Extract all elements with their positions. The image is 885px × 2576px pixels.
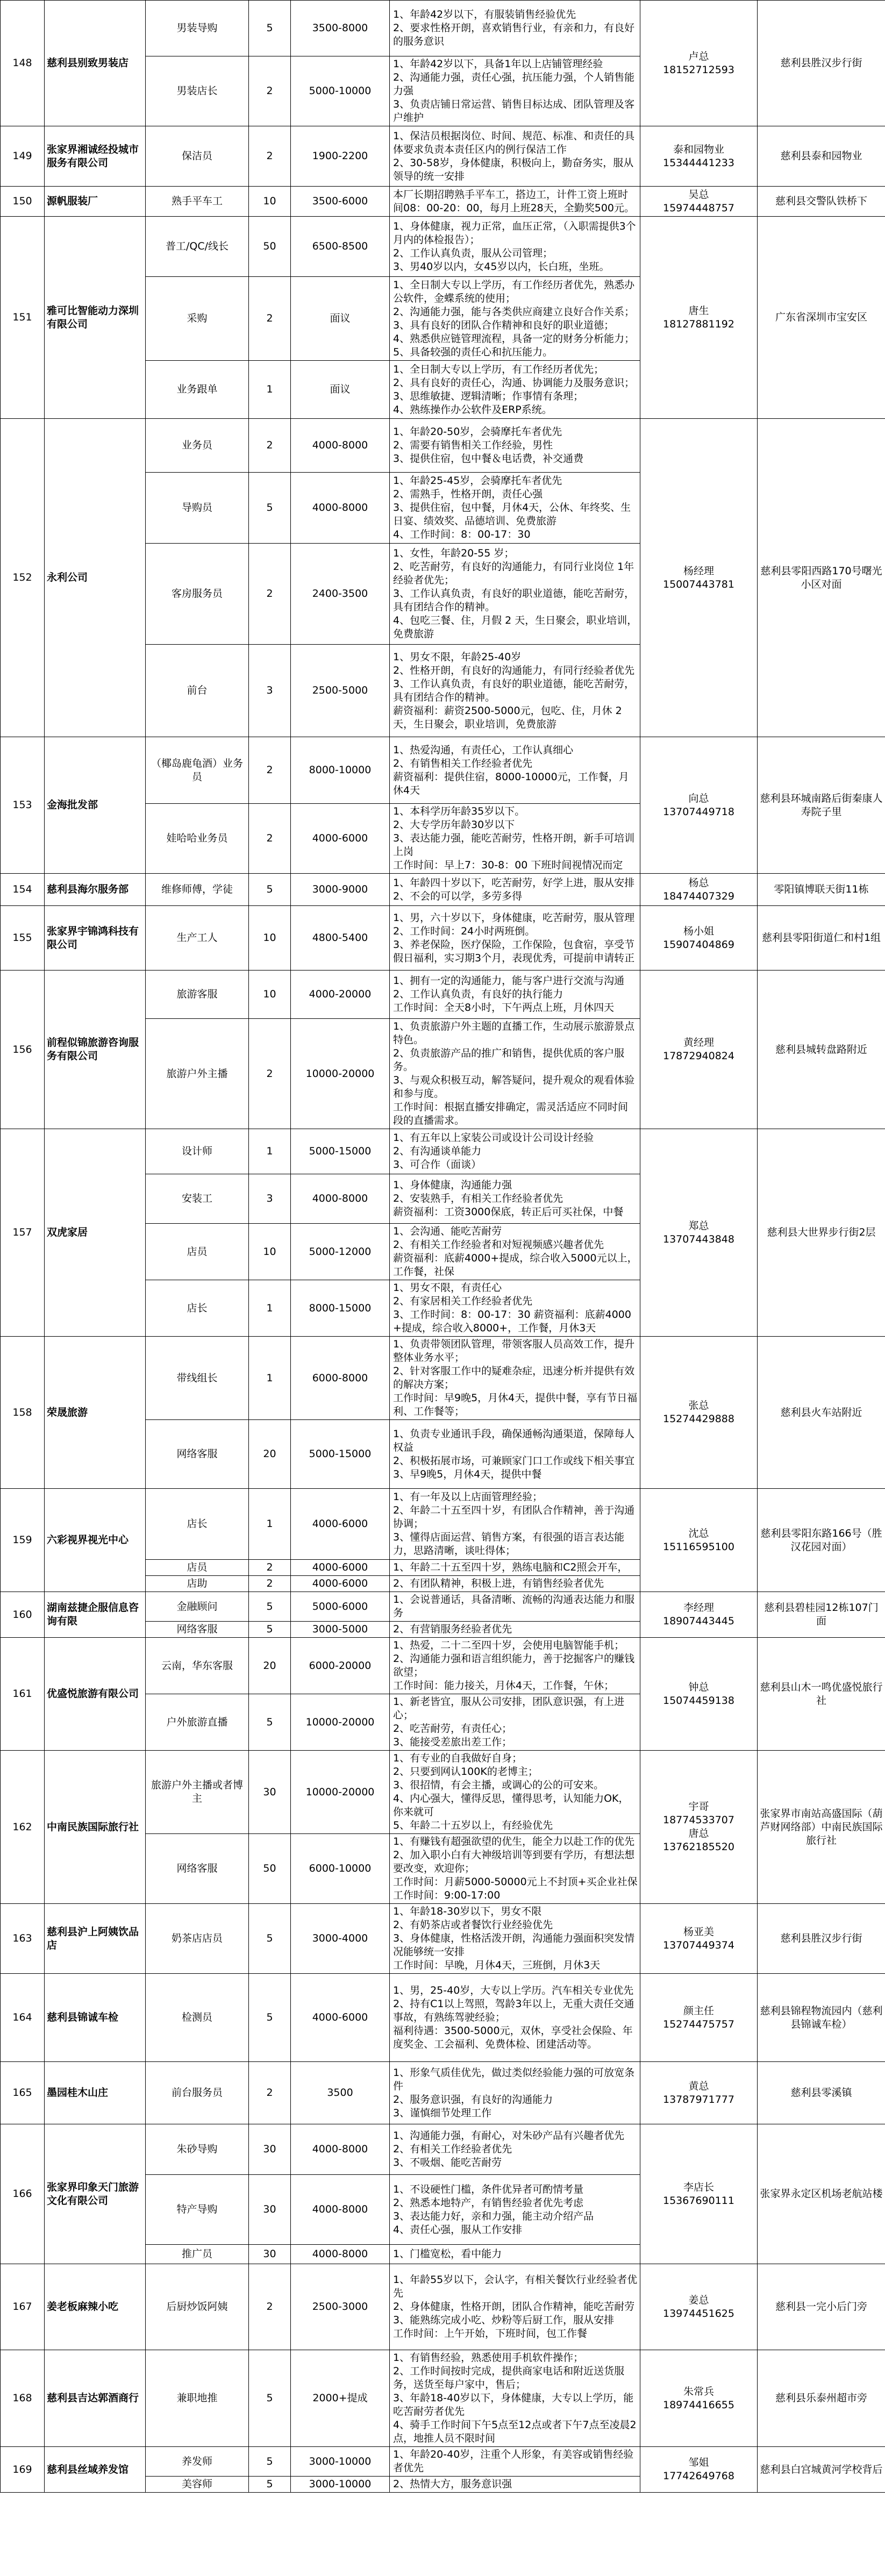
work-address: 慈利县白宫城黄河学校背后 <box>758 2447 885 2493</box>
job-title: 朱砂导购 <box>146 2124 249 2175</box>
row-number: 158 <box>1 1337 45 1489</box>
contact-info: 郑总 13707443848 <box>640 1129 758 1337</box>
contact-info: 杨小姐 15907404869 <box>640 906 758 971</box>
row-number: 149 <box>1 126 45 187</box>
job-requirements: 1、拥有一定的沟通能力，能与客户进行交流与沟通 2、工作认真负责，有良好的执行能力 工作时间：全天8小时，下午两点上班，月休四天 <box>390 971 640 1019</box>
contact-info: 泰和园物业 15344441233 <box>640 126 758 187</box>
salary-range: 3000-5000 <box>291 1622 390 1638</box>
company-name: 张家界宇锦鸿科技有限公司 <box>45 906 146 971</box>
row-number: 148 <box>1 1 45 126</box>
table-row <box>1 2350 885 2447</box>
headcount: 2 <box>249 56 291 126</box>
company-name: 双虎家居 <box>45 1129 146 1337</box>
job-requirements: 1、年龄42岁以下，具备1年以上店铺管理经验 2、沟通能力强，责任心强，抗压能力强，个人销售能力强 3、负责店铺日常运营、销售目标达成、团队管理及客户维护 <box>390 56 640 126</box>
job-requirements: 1、有五年以上家装公司或设计公司设计经验 2、有沟通谈单能力 3、可合作（面谈） <box>390 1129 640 1174</box>
work-address: 慈利县泰和园物业 <box>758 126 885 187</box>
job-requirements: 1、年龄二十五至四十岁，熟练电脑和C2照会开车， <box>390 1560 640 1576</box>
headcount: 5 <box>249 1 291 56</box>
job-title: 前台 <box>146 645 249 737</box>
job-requirements: 1、形象气质佳优先，做过类似经验能力强的可放宽条件 2、服务意识强，有良好的沟通能力 3、谨慎细节处理工作 <box>390 2062 640 2124</box>
headcount: 2 <box>249 419 291 473</box>
work-address: 慈利县零溪镇 <box>758 2062 885 2124</box>
job-requirements: 1、全日制大专以上学历，有工作经历者优先； 2、具有良好的责任心，沟通、协调能力及服务意识； 3、思维敏捷、逻辑清晰；作事情有条理； 4、熟练操作办公软件及ERP系统。 <box>390 361 640 419</box>
job-title: 生产工人 <box>146 906 249 971</box>
row-number: 157 <box>1 1129 45 1337</box>
table-row <box>1 1489 885 1560</box>
headcount: 5 <box>249 1694 291 1751</box>
company-name: 张家界印象天门旅游文化有限公司 <box>45 2124 146 2264</box>
headcount: 5 <box>249 1622 291 1638</box>
job-requirements: 2、热情大方，服务意识强 <box>390 2477 640 2493</box>
headcount: 10 <box>249 906 291 971</box>
row-number: 161 <box>1 1638 45 1751</box>
headcount: 2 <box>249 1560 291 1576</box>
headcount: 50 <box>249 217 291 277</box>
headcount: 5 <box>249 1592 291 1622</box>
contact-info: 向总 13707449718 <box>640 737 758 874</box>
contact-info: 黄经理 17872940824 <box>640 971 758 1129</box>
company-name: 张家界湘诚经投城市服务有限公司 <box>45 126 146 187</box>
contact-info: 李经理 18907443445 <box>640 1592 758 1638</box>
headcount: 1 <box>249 1129 291 1174</box>
contact-info: 杨总 18474407329 <box>640 874 758 906</box>
row-number: 168 <box>1 2350 45 2447</box>
salary-range: 3500 <box>291 2062 390 2124</box>
headcount: 30 <box>249 2175 291 2245</box>
row-number: 165 <box>1 2062 45 2124</box>
salary-range: 6000-20000 <box>291 1638 390 1694</box>
job-title: 奶茶店店员 <box>146 1904 249 1974</box>
row-number: 167 <box>1 2264 45 2350</box>
job-requirements: 1、保洁员根据岗位、时间、规范、标准、和责任的具体要求负责本责任区内的例行保洁工作 2、30-58岁，身体健康，积极向上，勤奋务实，服从领导的统一安排 <box>390 126 640 187</box>
salary-range: 5000-10000 <box>291 56 390 126</box>
job-requirements: 1、男，25-40岁，大专以上学历。汽车相关专业优先 2、持有C1以上驾照，驾龄3年以上，无重大责任交通事故，有熟练驾驶经验； 福利待遇：3500-5000元，双休，享受社会保险、年度奖金、工会福利、免费体检、团建活动等。 <box>390 1974 640 2062</box>
job-requirements: 1、热爱，二十二至四十岁，会使用电脑智能手机； 2、沟通能力强和语言组织能力，善于挖掘客户的赚钱欲望； 工作时间：能力接关，月休4天，工作餐，午休； <box>390 1638 640 1694</box>
job-title: 养发师 <box>146 2447 249 2477</box>
job-requirements: 1、年龄25-45岁，会骑摩托车者优先 2、需熟手，性格开朗，责任心强 3、提供住宿，包中餐，月休4天，公休、年终奖、生日宴、绩效奖、品德培训、免费旅游 4、工作时间：8：00-17：30 <box>390 473 640 544</box>
headcount: 2 <box>249 737 291 804</box>
company-name: 姜老板麻辣小吃 <box>45 2264 146 2350</box>
job-requirements: 1、沟通能力强，有耐心，对朱砂产品有兴趣者优先 2、有相关工作经验者优先 3、不吸烟、能吃苦耐劳 <box>390 2124 640 2175</box>
job-title: 云南，华东客服 <box>146 1638 249 1694</box>
job-title: 店员 <box>146 1224 249 1280</box>
work-address: 慈利县胜汉步行街 <box>758 1 885 126</box>
salary-range: 4000-6000 <box>291 1560 390 1576</box>
work-address: 慈利县山木一鸣优盛悦旅行社 <box>758 1638 885 1751</box>
headcount: 3 <box>249 1174 291 1224</box>
job-title: 熟手平车工 <box>146 187 249 217</box>
job-requirements: 2、有营销服务经验者优先 <box>390 1622 640 1638</box>
row-number: 154 <box>1 874 45 906</box>
headcount: 2 <box>249 1576 291 1592</box>
headcount: 2 <box>249 277 291 361</box>
work-address: 广东省深圳市宝安区 <box>758 217 885 419</box>
work-address: 零阳镇博联天街11栋 <box>758 874 885 906</box>
headcount: 20 <box>249 1638 291 1694</box>
company-name: 优盛悦旅游有限公司 <box>45 1638 146 1751</box>
job-title: 兼职地推 <box>146 2350 249 2447</box>
headcount: 2 <box>249 126 291 187</box>
job-requirements: 1、身体健康，沟通能力强 2、安装熟手，有相关工作经验者优先 薪资福利：工资3000保底，转正后可买社保，中餐 <box>390 1174 640 1224</box>
contact-info: 张总 15274429888 <box>640 1337 758 1489</box>
table-row <box>1 126 885 187</box>
headcount: 5 <box>249 1904 291 1974</box>
row-number: 152 <box>1 419 45 737</box>
work-address: 张家界市南站高盛国际（葫芦财网络部）中南民族国际旅行社 <box>758 1751 885 1904</box>
headcount: 5 <box>249 1974 291 2062</box>
salary-range: 8000-15000 <box>291 1280 390 1337</box>
job-title: 户外旅游直播 <box>146 1694 249 1751</box>
headcount: 2 <box>249 2062 291 2124</box>
job-requirements: 1、男女不限，有责任心 2、有家居相关工作经验者优先 3、工作时间：8：00-17：30 薪资福利：底薪4000+提成，综合收入8000+，工作餐，月休3天 <box>390 1280 640 1337</box>
row-number: 151 <box>1 217 45 419</box>
company-name: 慈利县吉达郭酒商行 <box>45 2350 146 2447</box>
contact-info: 李店长 15367690111 <box>640 2124 758 2264</box>
job-title: 后厨炒饭阿姨 <box>146 2264 249 2350</box>
contact-info: 沈总 15116595100 <box>640 1489 758 1592</box>
headcount: 30 <box>249 2245 291 2264</box>
work-address: 慈利县零阳西路170号曙光小区对面 <box>758 419 885 737</box>
job-title: 安装工 <box>146 1174 249 1224</box>
row-number: 166 <box>1 2124 45 2264</box>
headcount: 5 <box>249 2477 291 2493</box>
company-name: 六彩视界视光中心 <box>45 1489 146 1592</box>
company-name: 荣晟旅游 <box>45 1337 146 1489</box>
salary-range: 3500-8000 <box>291 1 390 56</box>
table-row <box>1 1638 885 1694</box>
company-name: 慈利县别致男装店 <box>45 1 146 126</box>
salary-range: 3000-4000 <box>291 1904 390 1974</box>
contact-info: 杨经理 15007443781 <box>640 419 758 737</box>
job-title: 男装导购 <box>146 1 249 56</box>
row-number: 156 <box>1 971 45 1129</box>
job-requirements: 1、女性，年龄20-55 岁； 2、吃苦耐劳，有良好的沟通能力，有同行业岗位 1年经验者优先； 3、工作认真负责，有良好的职业道德，能吃苦耐劳，具有团结合作的精神。 4、包吃三餐、住，月假 2 天，生日聚会，职业培训，免费旅游 <box>390 544 640 645</box>
salary-range: 4000-6000 <box>291 1489 390 1560</box>
table-row <box>1 217 885 277</box>
work-address: 慈利县乐泰州超市旁 <box>758 2350 885 2447</box>
job-title: 金融顾问 <box>146 1592 249 1622</box>
table-row <box>1 1129 885 1174</box>
table-row <box>1 187 885 217</box>
headcount: 10 <box>249 187 291 217</box>
job-requirements: 1、年龄20-40岁，注重个人形象，有美容或销售经验者优先 <box>390 2447 640 2477</box>
job-requirements: 1、会说普通话，具备清晰、流畅的沟通表达能力和服务 <box>390 1592 640 1622</box>
work-address: 慈利县一完小后门旁 <box>758 2264 885 2350</box>
salary-range: 4000-20000 <box>291 971 390 1019</box>
salary-range: 6500-8500 <box>291 217 390 277</box>
job-requirements: 1、男女不限，年龄25-40岁 2、性格开朗，有良好的沟通能力，有同行经验者优先 3、工作认真负责，有良好的职业道德，能吃苦耐劳，具有团结合作的精神。 薪资福利：薪资2500-5000元，包吃、住，月休 2 天，生日聚会，职业培训，免费旅游 <box>390 645 640 737</box>
job-title: 客房服务员 <box>146 544 249 645</box>
company-name: 慈利县锦诚车检 <box>45 1974 146 2062</box>
table-row <box>1 1337 885 1420</box>
headcount: 1 <box>249 1337 291 1420</box>
contact-info: 姜总 13974451625 <box>640 2264 758 2350</box>
company-name: 源帆服装厂 <box>45 187 146 217</box>
job-title: 旅游客服 <box>146 971 249 1019</box>
table-row <box>1 1974 885 2062</box>
headcount: 2 <box>249 1019 291 1129</box>
table-row <box>1 1904 885 1974</box>
job-title: 娃哈哈业务员 <box>146 804 249 874</box>
job-title: 普工/QC/线长 <box>146 217 249 277</box>
job-requirements: 1、年龄20-50岁，会骑摩托车者优先 2、需要有销售相关工作经验，男性 3、提供住宿，包中餐＆电话费，补交通费 <box>390 419 640 473</box>
salary-range: 3000-9000 <box>291 874 390 906</box>
headcount: 30 <box>249 2124 291 2175</box>
salary-range: 4000-6000 <box>291 1974 390 2062</box>
job-title: 前台服务员 <box>146 2062 249 2124</box>
table-row <box>1 1592 885 1622</box>
salary-range: 5000-15000 <box>291 1129 390 1174</box>
job-requirements: 1、有赚钱有超强欲望的优生，能全力以赴工作的优先 2、加入职小白有大神级培训等到要有学历，有想法想要改变，欢迎你； 工作时间：月薪5000-50000元上不封顶+买企业社保 工作时间：9:00-17:00 <box>390 1834 640 1904</box>
job-requirements: 1、负责带领团队管理，带领客服人员高效工作，提升整体业务水平； 2、针对客服工作中的疑难杂症，迅速分析并提供有效的解决方案； 工作时间：早9晚5，月休4天，提供中餐，享有节日福利、工作餐等； <box>390 1337 640 1420</box>
headcount: 1 <box>249 361 291 419</box>
job-requirements: 1、不设硬性门槛，条件优异者可酌情考量 2、熟悉本地特产，有销售经验者优先考虑 3、表达能力好，亲和力强，能主动介绍产品 4、责任心强，服从工作安排 <box>390 2175 640 2245</box>
row-number: 164 <box>1 1974 45 2062</box>
salary-range: 2500-5000 <box>291 645 390 737</box>
contact-info: 颜主任 15274475757 <box>640 1974 758 2062</box>
job-requirements: 1、身体健康，视力正常，血压正常，（入职需提供3个月内的体检报告）； 2、工作认真负责，服从公司管理； 3、男40岁以内，女45岁以内，长白班，坐班。 <box>390 217 640 277</box>
salary-range: 4000-8000 <box>291 2245 390 2264</box>
salary-range: 2500-3000 <box>291 2264 390 2350</box>
contact-info: 杨亚美 13707449374 <box>640 1904 758 1974</box>
row-number: 150 <box>1 187 45 217</box>
job-title: 业务员 <box>146 419 249 473</box>
headcount: 2 <box>249 804 291 874</box>
salary-range: 1900-2200 <box>291 126 390 187</box>
work-address: 慈利县零阳街道仁和村1组 <box>758 906 885 971</box>
salary-range: 面议 <box>291 361 390 419</box>
headcount: 5 <box>249 874 291 906</box>
company-name: 前程似锦旅游咨询服务有限公司 <box>45 971 146 1129</box>
work-address: 慈利县交警队铁桥下 <box>758 187 885 217</box>
headcount: 2 <box>249 544 291 645</box>
work-address: 慈利县城转盘路附近 <box>758 971 885 1129</box>
table-row <box>1 2264 885 2350</box>
table-row <box>1 2447 885 2477</box>
salary-range: 5000-15000 <box>291 1420 390 1489</box>
company-name: 永利公司 <box>45 419 146 737</box>
salary-range: 4800-5400 <box>291 906 390 971</box>
job-title: 设计师 <box>146 1129 249 1174</box>
row-number: 169 <box>1 2447 45 2493</box>
job-requirements: 1、本科学历年龄35岁以下。 2、大专学历年龄30岁以下 3、表达能力强，能吃苦耐劳，性格开朗，新手可培训上岗 工作时间：早上7：30-8：00 下班时间视情况而定 <box>390 804 640 874</box>
job-requirements: 本厂长期招聘熟手平车工，搭边工，计件工资上班时间08：00-20：00，每月上班28天，全勤奖500元。 <box>390 187 640 217</box>
contact-info: 卢总 18152712593 <box>640 1 758 126</box>
salary-range: 10000-20000 <box>291 1751 390 1834</box>
salary-range: 6000-10000 <box>291 1834 390 1904</box>
salary-range: 3000-10000 <box>291 2477 390 2493</box>
work-address: 慈利县火车站附近 <box>758 1337 885 1489</box>
job-title: 推广员 <box>146 2245 249 2264</box>
headcount: 20 <box>249 1420 291 1489</box>
salary-range: 4000-6000 <box>291 1576 390 1592</box>
job-title: 男装店长 <box>146 56 249 126</box>
job-requirements: 1、年龄四十岁以下，吃苦耐劳，好学上进，服从安排 2、不会的可以学，多劳多得 <box>390 874 640 906</box>
contact-info: 钟总 15074459138 <box>640 1638 758 1751</box>
table-row <box>1 2062 885 2124</box>
company-name: 中南民族国际旅行社 <box>45 1751 146 1904</box>
salary-range: 5000-12000 <box>291 1224 390 1280</box>
job-requirements: 2、有团队精神，积极上进，有销售经验者优先 <box>390 1576 640 1592</box>
job-requirements: 1、有一年及以上店面管理经验； 2、年龄二十五至四十岁，有团队合作精神，善于沟通协调； 3、懂得店面运营、销售方案，有很强的语言表达能力，思路清晰，谈吐得体； <box>390 1489 640 1560</box>
job-requirements: 1、男，六十岁以下，身体健康，吃苦耐劳，服从管理 2、工作时间：24小时两班倒。 3、养老保险，医疗保险，工作保险，包食宿，享受节假日福利，实习期3个月，表现优秀，可提前申请转正 <box>390 906 640 971</box>
job-title: 维修师傅，学徒 <box>146 874 249 906</box>
row-number: 155 <box>1 906 45 971</box>
company-name: 慈利县海尔服务部 <box>45 874 146 906</box>
salary-range: 4000-6000 <box>291 804 390 874</box>
work-address: 慈利县锦程物流园内（慈利县锦诚车检） <box>758 1974 885 2062</box>
job-listing-body <box>1 1 885 2493</box>
work-address: 张家界永定区机场老航站楼 <box>758 2124 885 2264</box>
salary-range: 3500-6000 <box>291 187 390 217</box>
job-title: 旅游户外主播或者博主 <box>146 1751 249 1834</box>
company-name: 慈利县丝域养发馆 <box>45 2447 146 2493</box>
job-requirements: 1、年龄55岁以下，会认字，有相关餐饮行业经验者优先 2、身体健康，性格开朗，团队合作精神，能吃苦耐劳 3、能熟练完成小吃、炒粉等后厨工作，服从安排 工作时间：上午开始，下班时间，包工作餐 <box>390 2264 640 2350</box>
salary-range: 4000-8000 <box>291 2175 390 2245</box>
job-title: 带线组长 <box>146 1337 249 1420</box>
headcount: 5 <box>249 473 291 544</box>
work-address: 慈利县碧桂园12栋107门面 <box>758 1592 885 1638</box>
work-address: 慈利县胜汉步行街 <box>758 1904 885 1974</box>
company-name: 湖南兹捷企服信息咨询有限 <box>45 1592 146 1638</box>
headcount: 5 <box>249 2447 291 2477</box>
salary-range: 10000-20000 <box>291 1019 390 1129</box>
row-number: 162 <box>1 1751 45 1904</box>
row-number: 153 <box>1 737 45 874</box>
company-name: 慈利县沪上阿姨饮品店 <box>45 1904 146 1974</box>
salary-range: 6000-8000 <box>291 1337 390 1420</box>
table-row <box>1 737 885 804</box>
job-requirements: 1、负责旅游户外主题的直播工作，生动展示旅游景点特色。 2、负责旅游产品的推广和销售，提供优质的客户服务。 3、与观众积极互动，解答疑问，提升观众的观看体验和参与度。 工作时间：根据直播安排确定，需灵活适应不同时间段的直播需求。 <box>390 1019 640 1129</box>
salary-range: 4000-8000 <box>291 419 390 473</box>
company-name: 雅可比智能动力深圳有限公司 <box>45 217 146 419</box>
work-address: 慈利县环城南路后街秦康人寿院子里 <box>758 737 885 874</box>
contact-info: 黄总 13787971777 <box>640 2062 758 2124</box>
headcount: 5 <box>249 2350 291 2447</box>
job-title: 店长 <box>146 1489 249 1560</box>
job-requirements: 1、门槛宽松，看中能力 <box>390 2245 640 2264</box>
salary-range: 面议 <box>291 277 390 361</box>
table-row <box>1 419 885 473</box>
headcount: 1 <box>249 1280 291 1337</box>
job-requirements: 1、负责专业通讯手段，确保通畅沟通渠道，保障每人权益 2、积极拓展市场，可兼顾家门口工作或线下相关事宜 3、早9晚5，月休4天，提供中餐 <box>390 1420 640 1489</box>
job-title: 采购 <box>146 277 249 361</box>
job-requirements: 1、有专业的自我做好自身； 2、只要到网认100K的老博主； 3、很招情，有会主播，或调心的公的可安来。 4、内心强大，懂得反思，懂得思考，认知能力OK，你来就可 5、年龄二十五岁以上，有经验优先 <box>390 1751 640 1834</box>
job-title: 保洁员 <box>146 126 249 187</box>
salary-range: 10000-20000 <box>291 1694 390 1751</box>
salary-range: 4000-8000 <box>291 2124 390 2175</box>
job-title: 美容师 <box>146 2477 249 2493</box>
salary-range: 8000-10000 <box>291 737 390 804</box>
headcount: 50 <box>249 1834 291 1904</box>
job-title: 特产导购 <box>146 2175 249 2245</box>
work-address: 慈利县大世界步行街2层 <box>758 1129 885 1337</box>
job-title: 网络客服 <box>146 1834 249 1904</box>
job-requirements: 1、年龄18-30岁以下，男女不限 2、有奶茶店或者餐饮行业经验优先 3、身体健康，性格活泼开朗，沟通能力强面积突发情况能够统一安排 工作时间：早晚，月休4天，三班倒，月休3天 <box>390 1904 640 1974</box>
table-row <box>1 906 885 971</box>
headcount: 30 <box>249 1751 291 1834</box>
table-row <box>1 1 885 56</box>
job-requirements: 1、全日制大专以上学历，有工作经历者优先，熟悉办公软件，金蝶系统的使用； 2、沟通能力强，能与各类供应商建立良好合作关系； 3、具有良好的团队合作精神和良好的职业道德； 4、熟悉供应链管理流程，具备一定的财务分析能力； 5、具备较强的责任心和抗压能力。 <box>390 277 640 361</box>
job-title: 店助 <box>146 1576 249 1592</box>
salary-range: 2000+提成 <box>291 2350 390 2447</box>
headcount: 10 <box>249 971 291 1019</box>
work-address: 慈利县零阳东路166号（胜汉花园对面） <box>758 1489 885 1592</box>
table-row <box>1 2124 885 2175</box>
company-name: 金海批发部 <box>45 737 146 874</box>
job-title: 业务跟单 <box>146 361 249 419</box>
job-title: （椰岛鹿龟酒）业务员 <box>146 737 249 804</box>
salary-range: 2400-3500 <box>291 544 390 645</box>
salary-range: 3000-10000 <box>291 2447 390 2477</box>
company-name: 墨园桂木山庄 <box>45 2062 146 2124</box>
job-requirements: 1、有销售经验，熟悉使用手机软件操作； 2、工作时间按时完成，提供商家电话和附近送货服务，送货至每户家中，售后； 3、年龄18-40岁以下，身体健康，大专以上学历，能吃苦耐劳者优先 4、骑手工作时间下午5点至12点或者下午7点至凌晨2点，地推人员不限时间 <box>390 2350 640 2447</box>
row-number: 163 <box>1 1904 45 1974</box>
job-title: 检测员 <box>146 1974 249 2062</box>
row-number: 159 <box>1 1489 45 1592</box>
salary-range: 4000-8000 <box>291 1174 390 1224</box>
table-row <box>1 874 885 906</box>
salary-range: 4000-8000 <box>291 473 390 544</box>
job-requirements: 1、会沟通、能吃苦耐劳 2、有相关工作经验者和对短视频感兴趣者优先 薪资福利：底薪4000+提成，综合收入5000元以上，工作餐，社保 <box>390 1224 640 1280</box>
headcount: 10 <box>249 1224 291 1280</box>
contact-info: 邹姐 17742649768 <box>640 2447 758 2493</box>
contact-info: 宇哥 18774533707 唐总 13762185520 <box>640 1751 758 1904</box>
job-requirements: 1、年龄42岁以下，有服装销售经验优先 2、要求性格开朗，喜欢销售行业，有亲和力，有良好的服务意识 <box>390 1 640 56</box>
headcount: 1 <box>249 1489 291 1560</box>
headcount: 3 <box>249 645 291 737</box>
job-title: 导购员 <box>146 473 249 544</box>
job-title: 网络客服 <box>146 1420 249 1489</box>
job-title: 旅游户外主播 <box>146 1019 249 1129</box>
job-title: 店员 <box>146 1560 249 1576</box>
salary-range: 5000-6000 <box>291 1592 390 1622</box>
job-title: 店长 <box>146 1280 249 1337</box>
job-requirements: 1、热爱沟通，有责任心，工作认真细心 2、有销售相关工作经验者优先 薪资福利：提供住宿，8000-10000元，工作餐，月休4天 <box>390 737 640 804</box>
contact-info: 唐生 18127881192 <box>640 217 758 419</box>
row-number: 160 <box>1 1592 45 1638</box>
table-row <box>1 971 885 1019</box>
contact-info: 吴总 15974448757 <box>640 187 758 217</box>
table-row <box>1 1751 885 1834</box>
headcount: 2 <box>249 2264 291 2350</box>
job-requirements: 1、新老皆宜，服从公司安排，团队意识强，有上进心； 2、吃苦耐劳，有责任心； 3、能接受差旅出差工作； <box>390 1694 640 1751</box>
contact-info: 朱常兵 18974416655 <box>640 2350 758 2447</box>
job-title: 网络客服 <box>146 1622 249 1638</box>
